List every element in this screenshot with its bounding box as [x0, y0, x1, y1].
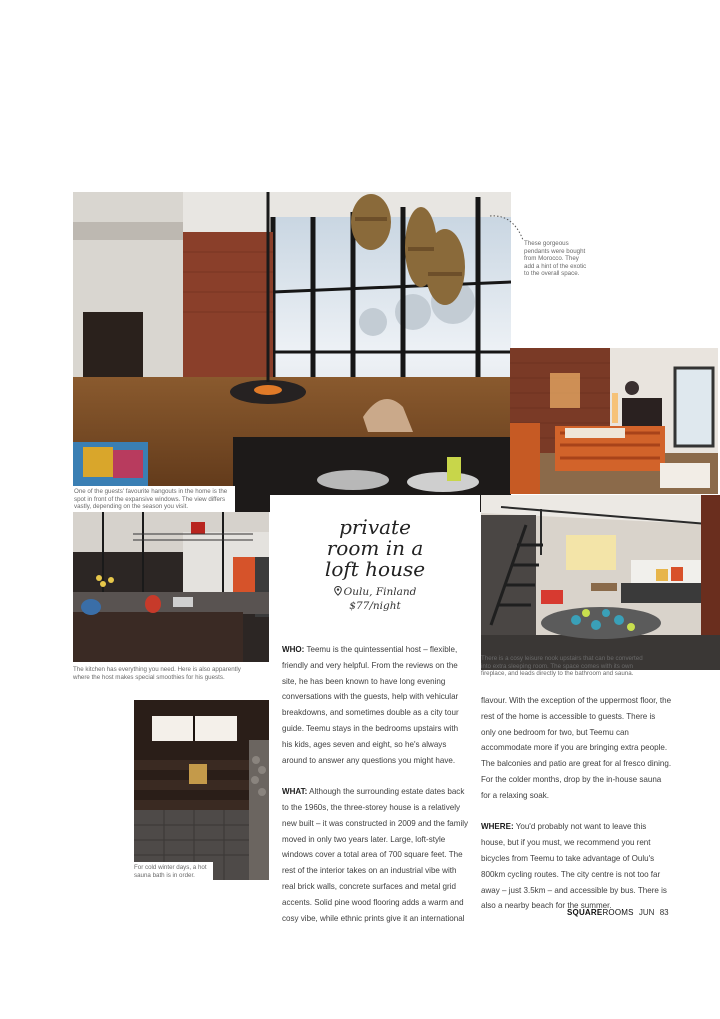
brand-rooms: ROOMS: [602, 908, 634, 917]
what-paragraph: [282, 784, 470, 926]
photo-loft-living-room: [73, 192, 511, 512]
brand-square: SQUARE: [567, 908, 603, 917]
who-label: WHO:: [282, 645, 305, 654]
caption-hangout: One of the guests' favourite hangouts in the home is the spot in front of the expansive windows. The view differs vastly, depending on the season you visit.: [71, 486, 235, 513]
photo-bedroom: [510, 348, 718, 494]
where-paragraph: [481, 819, 672, 914]
title-line-2: room in a: [326, 536, 424, 560]
caption-sauna: For cold winter days, a hot sauna bath is in order.: [131, 862, 213, 881]
who-paragraph: [282, 642, 470, 768]
photo-sauna: [134, 700, 269, 880]
where-label: WHERE:: [481, 822, 514, 832]
body-column-1: [282, 642, 470, 926]
caption-pointer-dots: [488, 212, 528, 244]
who-text: Teemu is the quintessential host – flexible, friendly and very helpful. From the reviews on the site, he has been known to have long evening conversations with the guests, help with vehicular breakdowns, and sometimes double as a city tour guide. Teemu stays in the bedrooms upstairs with his kids, ages seven and eight, so he's always around to answer any questions you might have.: [282, 645, 459, 765]
what-label: WHAT:: [282, 787, 308, 797]
price: $77/night: [349, 600, 401, 612]
where-text: You'd probably not want to leave this house, but if you must, we recommend you rent bicycles from Teemu to take advantage of Oulu's 800km cycling routes. The city centre is not too far away – just 3.5km – and accessible by bus. There is also a nearby beach for the summer.: [481, 822, 667, 911]
article-title-block: [270, 495, 480, 620]
location-text: Oulu, Finland: [343, 586, 417, 598]
title-line-1: private: [339, 515, 411, 539]
caption-pendants: These gorgeous pendants were bought from Morocco. They add a hint of the exotic to the overall space.: [524, 240, 587, 278]
caption-nook: There is a cosy leisure nook upstairs that can be converted into extra sleeping room. The space comes with its own fireplace, and leads directly to the bathroom and sauna.: [481, 655, 643, 678]
map-pin-icon: [334, 586, 342, 596]
page-number: 83: [659, 908, 669, 917]
what-text: Although the surrounding estate dates back to the 1960s, the three-storey house is a relatively new built – it was constructed in 2009 and the family moved in only two years later. Large, loft-style windows cover a total area of 700 square feet. The rest of the interior takes on an industrial vibe with real brick walls, concrete surfaces and metal grid accents. Solid pine wood flooring adds a warm and cosy vibe, while ethnic prints give it an international: [282, 787, 469, 923]
issue-month: JUN: [638, 908, 655, 917]
page-footer: [567, 908, 669, 917]
what-continued: flavour. With the exception of the uppermost floor, the rest of the home is accessible to guests. There is only one bedroom for two, but Teemu can accommodate more if you are bringing extra people. The balconies and patio are great for al fresco dining. For the colder months, drop by the in-house sauna for a relaxing soak.: [481, 696, 672, 800]
body-column-2: [481, 693, 672, 914]
location-line: [270, 585, 480, 599]
photo-kitchen: [73, 512, 269, 662]
caption-kitchen: The kitchen has everything you need. Here is also apparently where the host makes special smoothies for his guests.: [73, 666, 241, 681]
photo-leisure-nook: [481, 495, 720, 670]
title-line-3: loft house: [324, 557, 426, 581]
